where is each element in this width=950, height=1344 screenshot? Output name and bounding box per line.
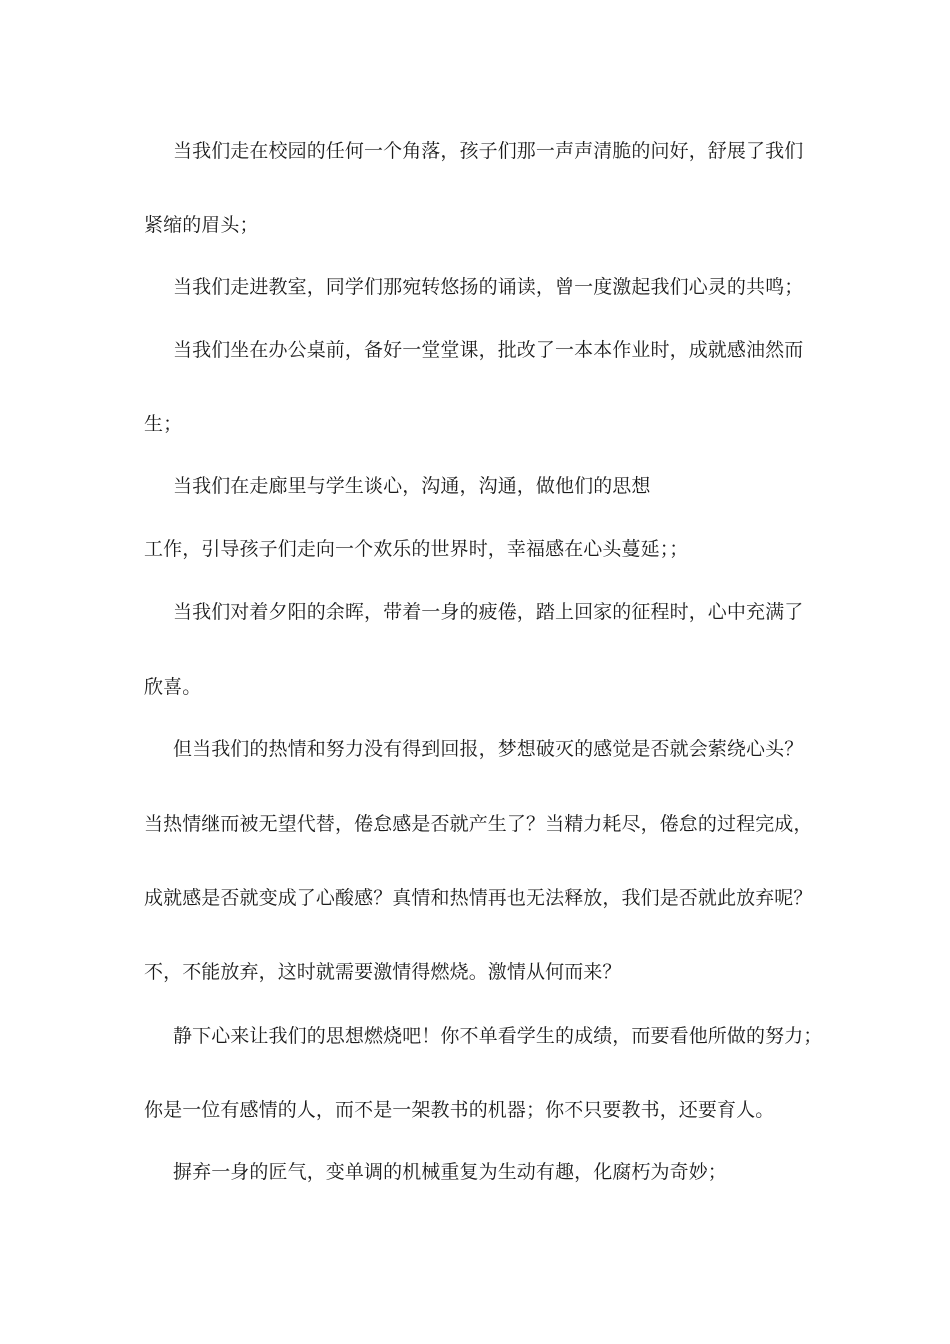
paragraph-line: 工作，引导孩子们走向一个欢乐的世界时，幸福感在心头蔓延；； [144,538,689,560]
paragraph-line: 你是一位有感情的人，而不是一架教书的机器；你不只要教书，还要育人。 [144,1099,775,1121]
paragraph-line: 当我们坐在办公桌前，备好一堂堂课，批改了一本本作业时，成就感油然而 [173,339,804,361]
paragraph-line: 生； [144,413,183,435]
paragraph-line: 摒弃一身的匠气，变单调的机械重复为生动有趣，化腐朽为奇妙； [173,1161,727,1183]
paragraph-line: 静下心来让我们的思想燃烧吧！你不单看学生的成绩，而要看他所做的努力； [173,1025,823,1047]
paragraph-line: 紧缩的眉头； [144,214,259,236]
paragraph-line: 当我们在走廊里与学生谈心，沟通，沟通，做他们的思想 [173,475,651,497]
paragraph-line: 但当我们的热情和努力没有得到回报，梦想破灭的感觉是否就会萦绕心头？ [173,738,804,760]
paragraph-line: 当热情继而被无望代替，倦怠感是否就产生了？当精力耗尽，倦怠的过程完成， [144,813,813,835]
paragraph-line: 成就感是否就变成了心酸感？真情和热情再也无法释放，我们是否就此放弃呢？ [144,887,813,909]
paragraph-line: 当我们对着夕阳的余晖，带着一身的疲倦，踏上回家的征程时，心中充满了 [173,601,804,623]
paragraph-line: 不，不能放弃，这时就需要激情得燃烧。激情从何而来？ [144,961,622,983]
paragraph-line: 欣喜。 [144,676,202,698]
paragraph-line: 当我们走进教室，同学们那宛转悠扬的诵读，曾一度激起我们心灵的共鸣； [173,276,804,298]
paragraph-line: 当我们走在校园的任何一个角落，孩子们那一声声清脆的问好，舒展了我们 [173,140,804,162]
